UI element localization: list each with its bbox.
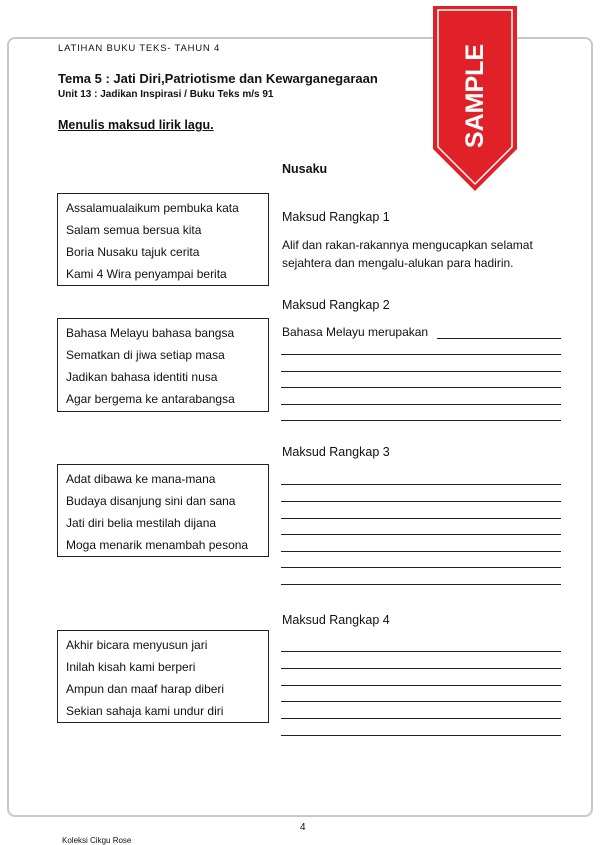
answer-line[interactable] (281, 668, 561, 669)
lyric-line: Agar bergema ke antarabangsa (66, 392, 235, 406)
lyric-line: Sekian sahaja kami undur diri (66, 704, 224, 718)
lyric-line: Kami 4 Wira penyampai berita (66, 267, 227, 281)
answer-line[interactable] (281, 718, 561, 719)
unit-title: Unit 13 : Jadikan Inspirasi / Buku Teks m/s 91 (58, 89, 274, 100)
lyric-line: Boria Nusaku tajuk cerita (66, 245, 200, 259)
answer-line[interactable] (281, 518, 561, 519)
meaning-label-4: Maksud Rangkap 4 (282, 613, 390, 627)
footer-credit: Koleksi Cikgu Rose (62, 836, 132, 845)
lyric-line: Sematkan di jiwa setiap masa (66, 348, 225, 362)
meaning-text-1: Alif dan rakan-rakannya mengucapkan selamat sejahtera dan mengalu-alukan para hadirin. (282, 238, 533, 270)
meaning-label-1: Maksud Rangkap 1 (282, 210, 390, 224)
answer-line[interactable] (281, 651, 561, 652)
header-top-line: LATIHAN BUKU TEKS- TAHUN 4 (58, 43, 221, 54)
sample-watermark-ribbon (433, 6, 517, 191)
answer-line[interactable] (281, 371, 561, 372)
lyric-line: Inilah kisah kami berperi (66, 660, 196, 674)
answer-line[interactable] (281, 584, 561, 585)
meaning-label-3: Maksud Rangkap 3 (282, 445, 390, 459)
answer-line[interactable] (281, 404, 561, 405)
watermark-text: SAMPLE (461, 43, 489, 149)
meaning-start-2: Bahasa Melayu merupakan (282, 325, 429, 339)
answer-line[interactable] (281, 701, 561, 702)
lyric-line: Ampun dan maaf harap diberi (66, 682, 225, 696)
lyric-line: Adat dibawa ke mana-mana (66, 472, 216, 486)
answer-line[interactable] (281, 567, 561, 568)
answer-line[interactable] (281, 484, 561, 485)
lyric-line: Jati diri belia mestilah dijana (66, 516, 217, 530)
theme-title: Tema 5 : Jati Diri,Patriotisme dan Kewarganegaraan (58, 71, 378, 86)
meaning-label-2: Maksud Rangkap 2 (282, 298, 390, 312)
lyric-box-1 (57, 193, 269, 286)
answer-line[interactable] (281, 735, 561, 736)
lyric-line: Assalamualaikum pembuka kata (66, 201, 239, 215)
answer-blank[interactable] (437, 322, 561, 339)
answer-line[interactable] (281, 501, 561, 502)
instruction: Menulis maksud lirik lagu. (58, 118, 214, 132)
answer-line[interactable] (281, 420, 561, 421)
answer-line[interactable] (281, 387, 561, 388)
song-title: Nusaku (282, 162, 328, 176)
lyric-line: Moga menarik menambah pesona (66, 538, 249, 552)
lyric-box-3 (57, 464, 269, 557)
answer-line[interactable] (281, 534, 561, 535)
answer-line[interactable] (281, 551, 561, 552)
lyric-line: Salam semua bersua kita (66, 223, 202, 237)
lyric-line: Jadikan bahasa identiti nusa (66, 370, 218, 384)
lyric-box-2 (57, 318, 269, 412)
lyric-box-4 (57, 630, 269, 723)
answer-line[interactable] (281, 685, 561, 686)
page-number: 4 (300, 822, 306, 833)
lyric-line: Budaya disanjung sini dan sana (66, 494, 236, 508)
lyric-line: Akhir bicara menyusun jari (66, 638, 208, 652)
answer-line[interactable] (281, 354, 561, 355)
lyric-line: Bahasa Melayu bahasa bangsa (66, 326, 235, 340)
